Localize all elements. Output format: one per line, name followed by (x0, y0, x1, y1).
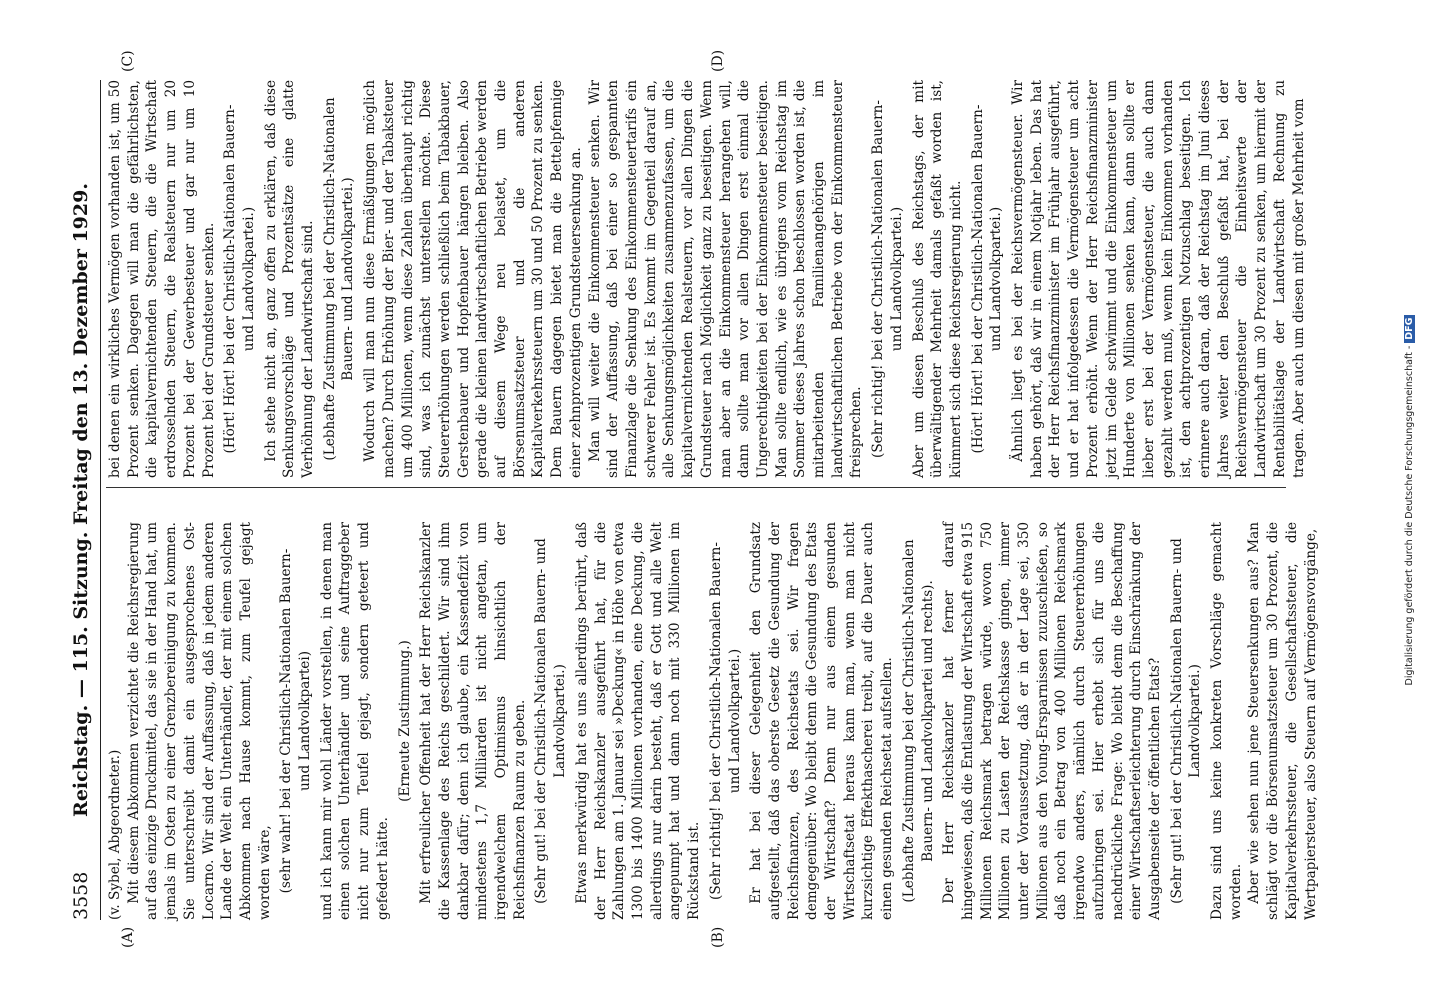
page-header (70, 80, 96, 920)
interjection: (Sehr gut! bei der Christlich-Nationalen Bauern- und Landvolkpartei.) (533, 538, 569, 904)
paragraph: Mit erfreulicher Offenheit hat der Herr Reichskanzler die Kassenlage des Reichs geschildert. Wir sind ihm dankbar dafür; denn ich glaube, ein Kassendefizit von mindestens 1,7 Milliarden ist nicht angetan, um irgendwelchem Optimismus hinsichtlich der Reichsfinanzen Raum zu geben. (418, 522, 528, 920)
paragraph: Aber um diesen Beschluß des Reichstags, der mit überwältigender Mehrheit damals gefaßt worden ist, kümmert sich diese Reichsregierung nicht. (910, 80, 964, 478)
paragraph: Mit diesem Abkommen verzichtet die Reichsregierung auf das einzige Druckmittel, das sie in der Hand hat, um jemals im Osten zu einer Grenzbereinigung zu kommen. Sie unterschreibt damit ein ausgesprochenes Ost-Locarno. Wir sind der Auffassung, daß in jedem anderen Lande der Welt ein Unterhändler, der mit einem solchen Abkommen nach Hause kommt, zum Teufel gejagt worden wäre, (125, 522, 273, 920)
interjection: (Erneute Zustimmung.) (396, 640, 413, 802)
paragraph: Wodurch will man nun diese Ermäßigungen möglich machen? Durch Erhöhung der Bier- und der Tabaksteuer um 400 Millionen, wenn diese Zahlen überhaupt richtig sind, was ich zunächst unterstellen möchte. Diese Steuererhöhungen werden schließlich beim Tabakbauer, Gerstenbauer und Hopfenbauer hängen bleiben. Also gerade die kleinen landwirtschaftlichen Betriebe werden auf diesem Wege neu belastet, um die Börsenumsatzsteuer und die anderen Kapitalverkehrssteuern um 30 und 50 Prozent zu senken. Dem Bauern dagegen bietet man die Bettelpfennige einer zehnprozentigen Grundsteuersenkung an. (362, 80, 584, 478)
margin-mark-b: (B) (710, 926, 726, 948)
paragraph: Man will weiter die Einkommensteuer senken. Wir sind der Auffassung, daß bei einer so gespannten Finanzlage die Senkung des Einkommensteuertarifs ein schwerer Fehler ist. Es kommt im Gegenteil darauf an, alle Senkungsmöglichkeiten zusammenzufassen, um die kapitalvernichtenden Realsteuern, vor allen Dingen die Grundsteuer nach Möglichkeit ganz zu beseitigen. Wenn man aber an die Einkommensteuer herangehen will, dann sollte man vor allen Dingen erst einmal die Ungerechtigkeiten bei der Einkommensteuer beseitigen. Man sollte endlich, wie es übrigens vom Reichstag im Sommer dieses Jahres schon beschlossen worden ist, die mitarbeitenden Familienangehörigen im landwirtschaftlichen Betriebe von der Einkommensteuer freisprechen. (586, 80, 865, 478)
interjection: (Sehr gut! bei der Christlich-Nationalen Bauern- und Landvolkpartei.) (1168, 538, 1204, 904)
paragraph: Dazu sind uns keine konkreten Vorschläge gemacht worden. (1209, 522, 1244, 920)
interjection: (Hört! Hört! bei der Christlich-Nationalen Bauern- und Landvolkpartei.) (222, 104, 257, 454)
paragraph: (v. Sybel, Abgeordneter.) (107, 749, 123, 920)
interjection: (Hört! Hört! bei der Christlich-Nationalen Bauern- und Landvolkpartei.) (969, 104, 1005, 454)
text-column-right (106, 80, 1307, 478)
paragraph: Er hat bei dieser Gelegenheit den Grundsatz aufgestellt, daß das oberste Gesetz die Gesundung der Reichsfinanzen, des Reichsetats sei. Wir fragen demgegenüber: Wo bleibt denn die Gesundung des Etats der Wirtschaft? Denn nur aus einem gesunden Wirtschaftsetat heraus kann man, wenn man nicht kurzsichtige Effekthascherei treibt, auf die Dauer auch einen gesunden Reichsetat aufstellen. (748, 522, 896, 920)
interjection: (Lebhafte Zustimmung bei der Christlich-Nationalen Bauern- und Landvolkpartei und rechts). (900, 539, 936, 903)
page-number: 3558 (70, 871, 92, 920)
paragraph: Ähnlich liegt es bei der Reichsvermögensteuer. Wir haben gehört, daß wir in einem Notjahr leben. Das hat der Herr Reichsfinanzminister im Frühjahr ausgeführt, und er hat infolgedessen die Vermögensteuer um acht Prozent erhöht. Wenn der Herr Reichsfinanzminister jetzt im Gelde schwimmt und die Einkommensteuer um Hunderte von Millionen senken kann, dann sollte er lieber erst bei der Vermögensteuer, die auch dann gezahlt werden muß, wenn kein Einkommen vorhanden ist, den achtprozentigen Notzuschlag beseitigen. Ich erinnere auch daran, daß der Reichstag im Juni dieses Jahres weiter den Beschluß gefaßt hat, bei der Reichsvermögensteuer die Einheitswerte der Landwirtschaft um 30 Prozent zu senken, um hiermit der Rentabilitätslage der Landwirtschaft Rechnung zu tragen. Aber auch um diesen mit großer Mehrheit vom (1010, 80, 1307, 478)
header-rule (100, 80, 101, 920)
paragraph: Ich stehe nicht an, ganz offen zu erklären, daß diese Senkungsvorschläge und Prozentsätze eine glatte Verhöhnung der Landwirtschaft sind. (262, 80, 317, 478)
interjection: (sehr wahr! bei der Christlich-Nationalen Bauern- und Landvolkpartei) (278, 548, 314, 894)
funding-note (1404, 0, 1415, 1000)
margin-mark-c: (C) (120, 50, 136, 72)
paragraph: Aber wie sehen nun jene Steuersenkungen aus? Man schlägt vor die Börsenumsatzsteuer um 30 Prozent, die Kapitalverkehrssteuer, die Gesellschaftssteuer, die Wertpapiersteuer, also Steuern auf Vermögensvorgänge, (1246, 522, 1319, 920)
margin-mark-a: (A) (120, 926, 136, 948)
margin-mark-d: (D) (710, 49, 726, 72)
running-head: Reichstag. — 115. Sitzung. Freitag den 13. Dezember 1929. (70, 183, 92, 817)
interjection: (Lebhafte Zustimmung bei der Christlich-Nationalen Bauern- und Landvolkpartei.) (321, 97, 357, 461)
interjection: (Sehr richtig! bei der Christlich-Nationalen Bauern- und Landvolkpartei.) (870, 100, 905, 458)
paragraph: Der Herr Reichskanzler hat ferner darauf hingewiesen, daß die Entlastung der Wirtschaft etwa 915 Millionen Reichsmark betragen würde, wovon 750 Millionen zu Lasten der Reichskasse gingen, immer unter der Voraussetzung, daß er in der Lage sei, 350 Millionen aus den Young-Ersparnissen zuzuschießen, so daß noch ein Betrag von 400 Millionen Reichsmark irgendwo anders, nämlich durch Steuererhöhungen aufzubringen sei. Hier erhebt sich für uns die nachdrückliche Frage: Wo bleibt denn die Beschaffung einer Wirtschaftserleichterung durch Einschränkung der Ausgabenseite der öffentlichen Etats? (941, 522, 1163, 920)
paragraph: und ich kann mir wohl Länder vorstellen, in denen man einen solchen Unterhändler und seine Auftraggeber nicht nur zum Teufel gejagt, sondern geteert und gefedert hätte. (318, 522, 391, 920)
text-column-left (106, 522, 1319, 920)
paragraph: Etwas merkwürdig hat es uns allerdings berührt, daß der Herr Reichskanzler ausgeführt hat, für die Zahlungen am 1. Januar sei »Deckung« in Höhe von etwa 1300 bis 1400 Millionen vorhanden, eine Deckung, die allerdings nur darin besteht, daß er Gott und alle Welt angepumpt hat und dann noch mit 330 Millionen im Rückstand ist. (573, 522, 703, 920)
funding-note-text: Digitalisierung gefördert durch die Deutsche Forschungsgemeinschaft - (1404, 345, 1415, 686)
paragraph: bei denen ein wirkliches Vermögen vorhanden ist, um 50 Prozent senken. Dagegen will man die gefährlichsten, die kapitalvernichtenden Steuern, die die Wirtschaft erdrosselnden Steuern, die Realsteuern nur um 20 Prozent bei der Gewerbesteuer und gar nur um 10 Prozent bei der Grundsteuer senken. (107, 80, 217, 478)
interjection: (Sehr richtig! bei der Christlich-Nationalen Bauern- und Landvolkpartei.) (707, 542, 743, 900)
dfg-logo: DFG (1404, 315, 1415, 343)
column-separator (106, 487, 1286, 488)
